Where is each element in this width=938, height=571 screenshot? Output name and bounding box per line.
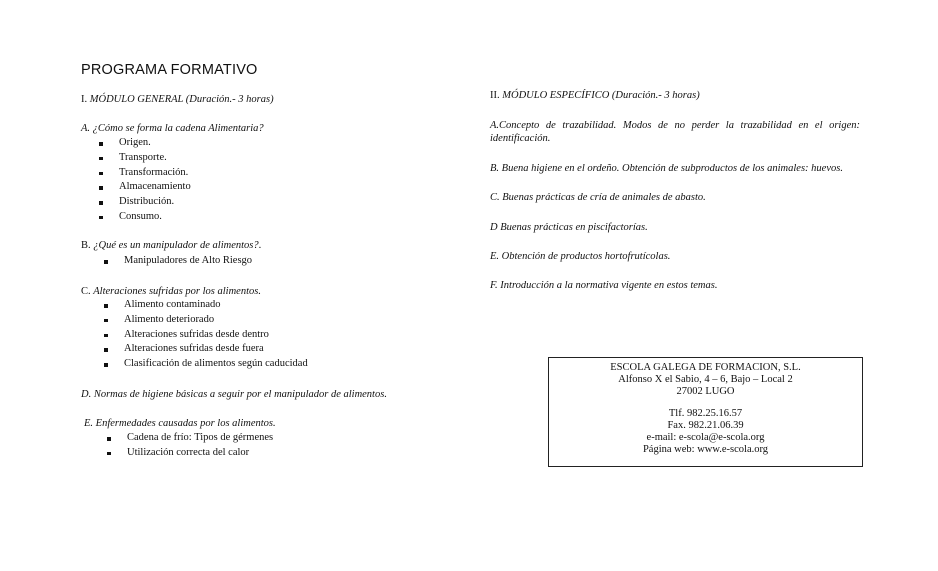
company-phone: Tlf. 982.25.16.57 xyxy=(668,408,743,420)
module-specific-heading xyxy=(490,90,700,101)
bullet-icon xyxy=(104,260,108,264)
module-general-numeral: I. xyxy=(81,94,90,105)
specific-section-a: A.Concepto de trazabilidad. Modos de no perder la trazabilidad en el origen: identificación. xyxy=(490,120,860,144)
list-item: Alimento contaminado xyxy=(104,298,308,313)
list-item: Cadena de frío: Tipos de gérmenes xyxy=(107,431,273,446)
contact-box xyxy=(548,357,863,467)
bullet-icon xyxy=(99,201,103,205)
list-item: Almacenamiento xyxy=(99,180,191,195)
module-specific-numeral: II. xyxy=(490,90,503,101)
section-a-heading: A. ¿Cómo se forma la cadena Alimentaria? xyxy=(81,123,264,134)
list-item: Consumo. xyxy=(99,210,191,225)
list-item: Distribución. xyxy=(99,195,191,210)
company-city: 27002 LUGO xyxy=(676,385,735,397)
module-general-heading xyxy=(81,94,274,105)
company-name: ESCOLA GALEGA DE FORMACION, S.L. xyxy=(610,362,801,373)
bullet-icon xyxy=(99,157,103,161)
module-specific-title: MÓDULO ESPECÍFICO (Duración.- 3 horas) xyxy=(502,90,700,101)
bullet-icon xyxy=(99,172,103,176)
section-d-heading: D. Normas de higiene básicas a seguir por el manipulador de alimentos. xyxy=(81,389,387,400)
bullet-icon xyxy=(99,216,103,220)
company-web: Página web: www.e-scola.org xyxy=(642,443,769,455)
company-email: e-mail: e-scola@e-scola.org xyxy=(646,431,765,443)
bullet-icon xyxy=(104,319,108,323)
list-item: Transformación. xyxy=(99,166,191,181)
section-c-list xyxy=(104,298,308,372)
bullet-icon xyxy=(107,452,111,456)
section-e-heading: E. Enfermedades causadas por los alimentos. xyxy=(84,418,276,429)
bullet-icon xyxy=(104,348,108,352)
list-item: Origen. xyxy=(99,136,191,151)
section-b-list xyxy=(104,254,252,269)
bullet-icon xyxy=(104,334,108,338)
company-fax: Fax. 982.21.06.39 xyxy=(667,420,744,432)
bullet-icon xyxy=(99,142,103,146)
bullet-icon xyxy=(104,363,108,367)
list-item: Clasificación de alimentos según caducidad xyxy=(104,357,308,372)
list-item: Transporte. xyxy=(99,151,191,166)
bullet-icon xyxy=(107,437,111,441)
list-item: Alimento deteriorado xyxy=(104,313,308,328)
company-address: Alfonso X el Sabio, 4 – 6, Bajo – Local 2 xyxy=(618,373,793,385)
specific-section-b: B. Buena higiene en el ordeño. Obtención de subproductos de los animales: huevos. xyxy=(490,163,843,174)
section-c-heading: C. Alteraciones sufridas por los alimentos. xyxy=(81,286,261,297)
list-item: Alteraciones sufridas desde fuera xyxy=(104,342,308,357)
section-a-list xyxy=(99,136,191,225)
list-item: Manipuladores de Alto Riesgo xyxy=(104,254,252,269)
list-item: Utilización correcta del calor xyxy=(107,446,273,461)
specific-section-c: C. Buenas prácticas de cría de animales de abasto. xyxy=(490,192,706,203)
specific-section-f: F. Introducción a la normativa vigente en estos temas. xyxy=(490,280,718,291)
list-item: Alteraciones sufridas desde dentro xyxy=(104,328,308,343)
specific-section-d: D Buenas prácticas en piscifactorías. xyxy=(490,222,648,233)
bullet-icon xyxy=(99,186,103,190)
section-b-heading: B. ¿Qué es un manipulador de alimentos?. xyxy=(81,240,262,251)
bullet-icon xyxy=(104,304,108,308)
module-general-title: MÓDULO GENERAL (Duración.- 3 horas) xyxy=(89,94,274,105)
section-e-list xyxy=(107,431,273,461)
specific-section-e: E. Obtención de productos hortofrutícolas. xyxy=(490,251,671,262)
page-title: PROGRAMA FORMATIVO xyxy=(81,62,258,78)
